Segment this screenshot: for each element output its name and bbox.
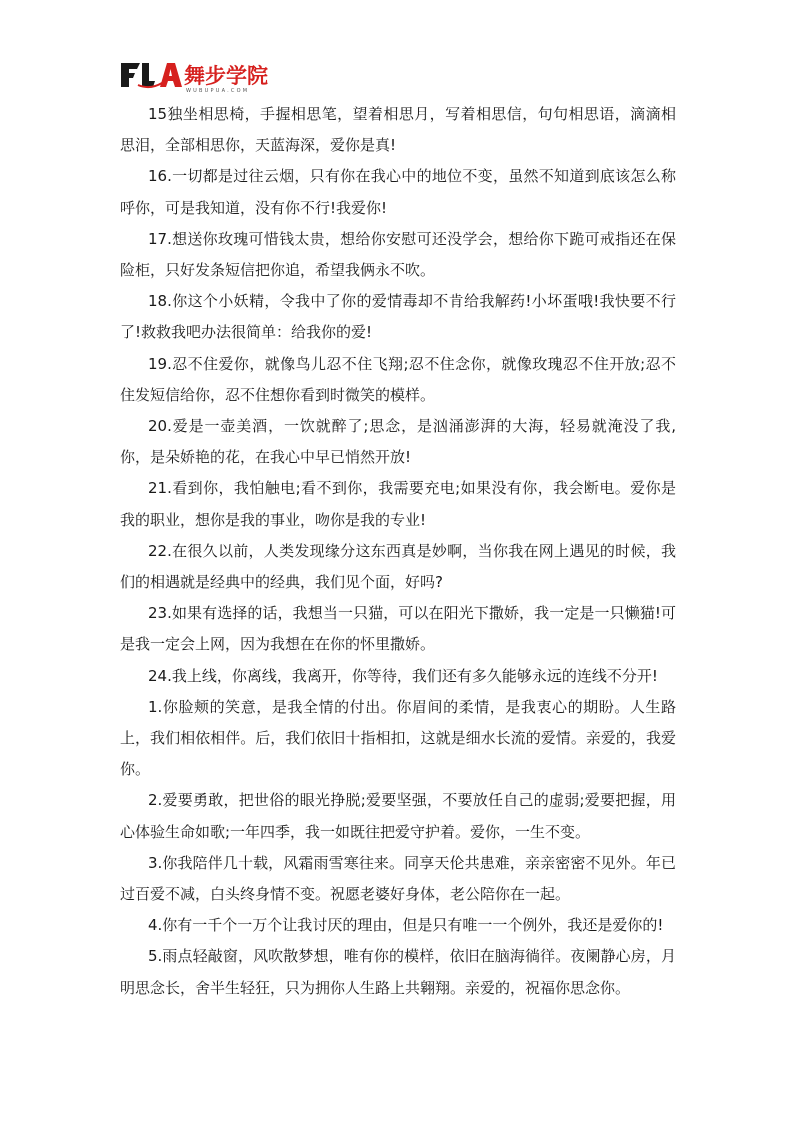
paragraph: 4.你有一千个一万个让我讨厌的理由，但是只有唯一一个例外，我还是爱你的! [148, 916, 664, 935]
paragraph: 22.在很久以前，人类发现缘分这东西真是妙啊，当你我在网上遇见的时候，我们的相遇就是经典中的经典，我们见个面，好吗? [120, 541, 676, 592]
paragraph: 16.一切都是过往云烟，只有你在我心中的地位不变，虽然不知道到底该怎么称呼你，可是我知道，没有你不行!我爱你! [120, 167, 676, 217]
logo-graphic [120, 59, 270, 95]
paragraph: 1.你脸颊的笑意，是我全情的付出。你眉间的柔情，是我衷心的期盼。人生路上，我们相依相伴。后，我们依旧十指相扣，这就是细水长流的爱情。亲爱的，我爱你。 [120, 697, 676, 779]
paragraph: 21.看到你，我怕触电;看不到你，我需要充电;如果没有你，我会断电。爱你是我的职业，想你是我的事业，吻你是我的专业! [120, 479, 676, 529]
paragraph: 3.你我陪伴几十载，风霜雨雪寒往来。同享天伦共患难，亲亲密密不见外。年已过百爱不减，白头终身情不变。祝愿老婆好身体，老公陪你在一起。 [120, 853, 676, 904]
paragraph: 18.你这个小妖精，令我中了你的爱情毒却不肯给我解药!小坏蛋哦!我快要不行了!救救我吧办法很简单：给我你的爱! [120, 292, 676, 342]
logo-url-text: WUBUPUA.COM [186, 88, 250, 94]
paragraph: 5.雨点轻敲窗，风吹散梦想，唯有你的模样，依旧在脑海徜徉。夜阑静心房，月明思念长，舍半生轻狂，只为拥你人生路上共翱翔。亲爱的，祝福你思念你。 [120, 947, 676, 997]
paragraph: 2.爱要勇敢，把世俗的眼光挣脱;爱要坚强，不要放任自己的虚弱;爱要把握，用心体验生命如歌;一年四季，我一如既往把爱守护着。爱你，一生不变。 [120, 791, 676, 841]
article-body [120, 99, 676, 1004]
brand-logo [120, 59, 270, 95]
paragraph: 17.想送你玫瑰可惜钱太贵，想给你安慰可还没学会，想给你下跪可戒指还在保险柜，只好发条短信把你追，希望我俩永不吹。 [120, 229, 676, 280]
logo-wordmark: 舞步学院 [184, 64, 268, 88]
paragraph: 20.爱是一壶美酒，一饮就醉了;思念，是汹涌澎湃的大海，轻易就淹没了我,你，是朵娇艳的花，在我心中早已悄然开放! [120, 417, 676, 467]
paragraph: 19.忍不住爱你，就像鸟儿忍不住飞翔;忍不住念你，就像玫瑰忍不住开放;忍不住发短信给你，忍不住想你看到时微笑的模样。 [120, 354, 676, 404]
paragraph: 15独坐相思椅，手握相思笔，望着相思月，写着相思信，句句相思语，滴滴相思泪，全部相思你，天蓝海深，爱你是真! [120, 105, 676, 155]
paragraph: 24.我上线，你离线，我离开，你等待，我们还有多久能够永远的连线不分开! [148, 666, 658, 685]
paragraph: 23.如果有选择的话，我想当一只猫，可以在阳光下撒娇，我一定是一只懒猫!可是我一定会上网，因为我想在在你的怀里撒娇。 [120, 604, 676, 654]
